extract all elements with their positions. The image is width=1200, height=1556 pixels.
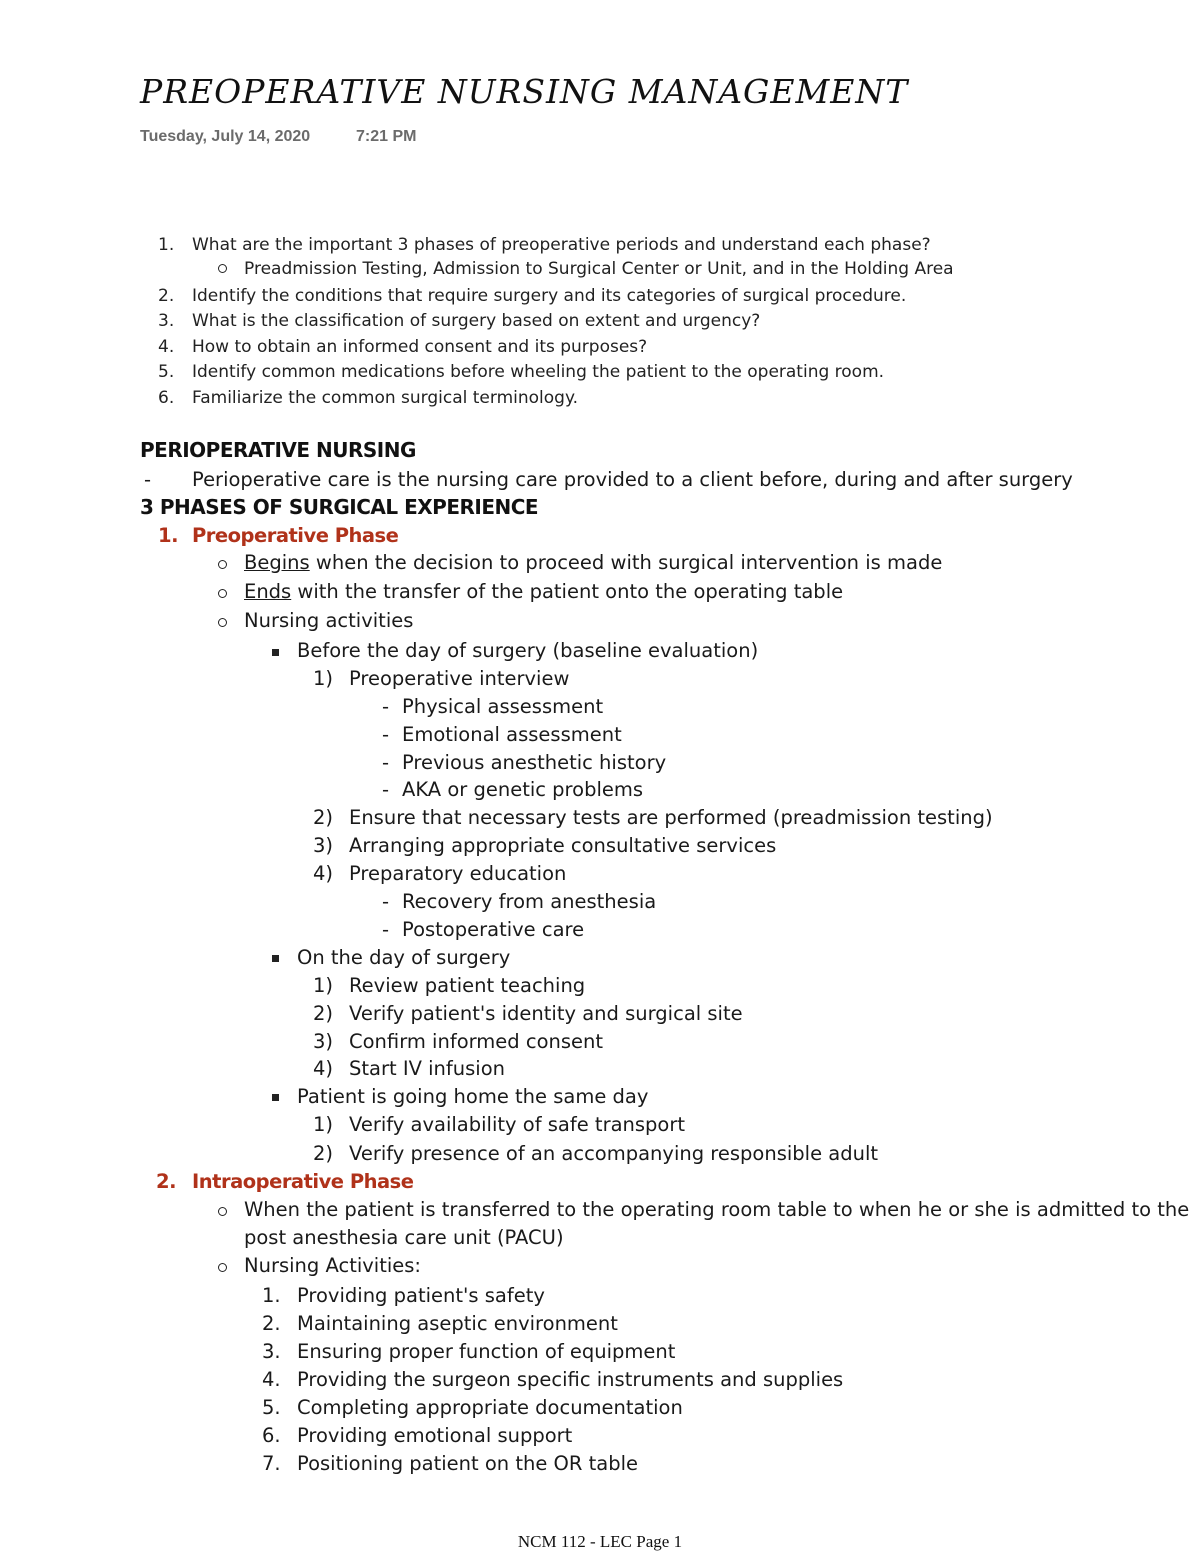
- list-number: 1): [313, 667, 334, 690]
- circle-bullet-icon: [218, 560, 227, 569]
- list-item: Review patient teaching: [349, 974, 586, 997]
- list-number: 4): [313, 862, 334, 885]
- list-item: How to obtain an informed consent and its purposes?: [192, 337, 648, 357]
- list-number: 2.: [158, 286, 175, 306]
- page-title: PREOPERATIVE NURSING MANAGEMENT: [140, 72, 909, 111]
- dash-bullet: -: [382, 890, 390, 913]
- list-item: What is the classification of surgery based on extent and urgency?: [192, 311, 761, 331]
- list-item: When the patient is transferred to the operating room table to when he or she is admitted to the: [244, 1198, 1190, 1221]
- page-time: 7:21 PM: [356, 128, 417, 145]
- list-item: Completing appropriate documentation: [297, 1396, 683, 1419]
- list-item: Arranging appropriate consultative services: [349, 834, 777, 857]
- list-item: Patient is going home the same day: [297, 1085, 649, 1108]
- phase-title: Preoperative Phase: [192, 524, 399, 547]
- square-bullet-icon: [272, 1094, 279, 1101]
- list-number: 1.: [262, 1284, 281, 1307]
- circle-bullet-icon: [218, 264, 227, 273]
- list-number: 2.: [262, 1312, 281, 1335]
- circle-bullet-icon: [218, 589, 227, 598]
- page-date: Tuesday, July 14, 2020: [140, 128, 311, 145]
- list-number: 5.: [158, 362, 175, 382]
- list-item: Maintaining aseptic environment: [297, 1312, 618, 1335]
- dash-bullet: -: [144, 468, 152, 491]
- list-number: 2): [313, 806, 334, 829]
- square-bullet-icon: [272, 955, 279, 962]
- circle-bullet-icon: [218, 1207, 227, 1216]
- list-item: Ensure that necessary tests are performed (preadmission testing): [349, 806, 993, 829]
- list-item: Start IV infusion: [349, 1057, 505, 1080]
- list-item: What are the important 3 phases of preoperative periods and understand each phase?: [192, 235, 931, 255]
- list-item: Ensuring proper function of equipment: [297, 1340, 676, 1363]
- list-number: 4.: [158, 337, 175, 357]
- section-heading: PERIOPERATIVE NURSING: [140, 438, 416, 462]
- list-item: Recovery from anesthesia: [402, 890, 657, 913]
- list-item: Before the day of surgery (baseline evaluation): [297, 639, 759, 662]
- list-number: 1.: [158, 235, 175, 255]
- list-item: Verify presence of an accompanying responsible adult: [349, 1142, 879, 1165]
- list-item: Physical assessment: [402, 695, 604, 718]
- list-number: 4): [313, 1057, 334, 1080]
- list-item: Positioning patient on the OR table: [297, 1452, 639, 1475]
- list-number: 2): [313, 1002, 334, 1025]
- dash-bullet: -: [382, 918, 390, 941]
- list-item: Preadmission Testing, Admission to Surgical Center or Unit, and in the Holding Area: [244, 259, 954, 279]
- page-footer: NCM 112 - LEC Page 1: [517, 1532, 683, 1551]
- list-number: 3.: [262, 1340, 281, 1363]
- dash-bullet: -: [382, 723, 390, 746]
- list-number: 5.: [262, 1396, 281, 1419]
- list-number: 7.: [262, 1452, 281, 1475]
- phase-number: 2.: [156, 1170, 176, 1193]
- definition-text: Perioperative care is the nursing care provided to a client before, during and after surgery: [192, 468, 1073, 491]
- dash-bullet: -: [382, 778, 390, 801]
- phase-number: 1.: [158, 524, 178, 547]
- list-item: Identify common medications before wheeling the patient to the operating room.: [192, 362, 885, 382]
- list-item: Providing patient's safety: [297, 1284, 545, 1307]
- list-item: Providing emotional support: [297, 1424, 573, 1447]
- list-number: 3): [313, 1030, 334, 1053]
- list-number: 1): [313, 1113, 334, 1136]
- list-item: Postoperative care: [402, 918, 585, 941]
- dash-bullet: -: [382, 695, 390, 718]
- circle-bullet-icon: [218, 1263, 227, 1272]
- list-item: Nursing activities: [244, 609, 414, 632]
- list-item: Emotional assessment: [402, 723, 622, 746]
- list-item: Begins when the decision to proceed with surgical intervention is made: [244, 551, 943, 574]
- list-item: Familiarize the common surgical terminology.: [192, 388, 578, 408]
- list-number: 3.: [158, 311, 175, 331]
- list-item: Providing the surgeon specific instruments and supplies: [297, 1368, 844, 1391]
- phase-title: Intraoperative Phase: [192, 1170, 414, 1193]
- list-item: Verify availability of safe transport: [349, 1113, 686, 1136]
- list-item: Nursing Activities:: [244, 1254, 422, 1277]
- list-item: Verify patient's identity and surgical site: [349, 1002, 743, 1025]
- list-number: 3): [313, 834, 334, 857]
- list-number: 6.: [158, 388, 175, 408]
- circle-bullet-icon: [218, 618, 227, 627]
- list-number: 1): [313, 974, 334, 997]
- list-item: Preparatory education: [349, 862, 567, 885]
- square-bullet-icon: [272, 649, 279, 656]
- list-item: Previous anesthetic history: [402, 751, 667, 774]
- list-number: 2): [313, 1142, 334, 1165]
- list-item: AKA or genetic problems: [402, 778, 644, 801]
- list-item: Confirm informed consent: [349, 1030, 604, 1053]
- list-number: 4.: [262, 1368, 281, 1391]
- list-item: Identify the conditions that require surgery and its categories of surgical procedure.: [192, 286, 907, 306]
- section-heading: 3 PHASES OF SURGICAL EXPERIENCE: [140, 495, 539, 519]
- list-item: Preoperative interview: [349, 667, 570, 690]
- list-number: 6.: [262, 1424, 281, 1447]
- list-item: On the day of surgery: [297, 946, 511, 969]
- list-item-continued: post anesthesia care unit (PACU): [244, 1226, 564, 1249]
- list-item: Ends with the transfer of the patient onto the operating table: [244, 580, 844, 603]
- dash-bullet: -: [382, 751, 390, 774]
